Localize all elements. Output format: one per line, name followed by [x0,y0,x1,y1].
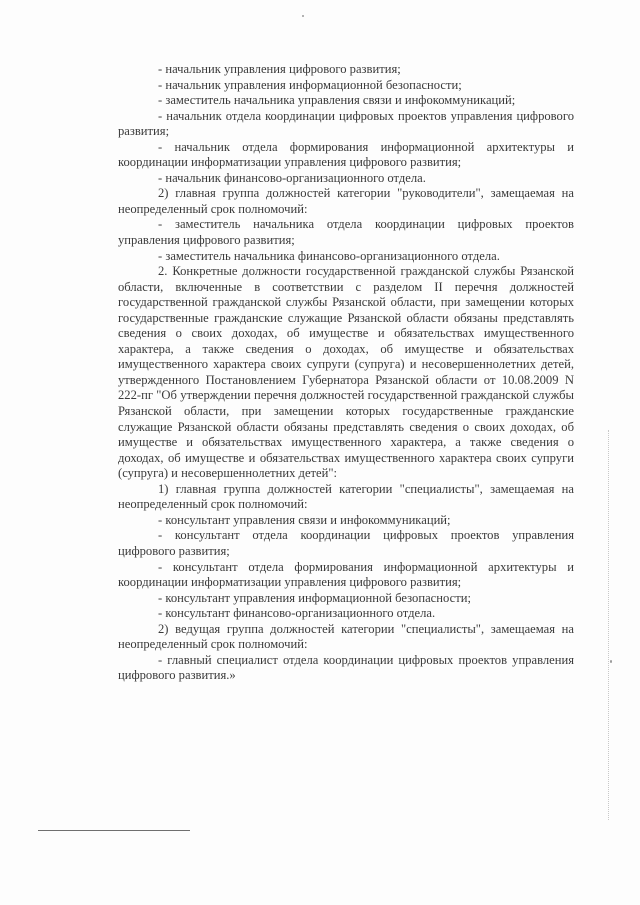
list-item: - заместитель начальника отдела координации цифровых проектов управления цифрового развития; [118,217,574,248]
list-item: - главный специалист отдела координации цифровых проектов управления цифрового развития.» [118,652,574,683]
group-heading: 1) главная группа должностей категории "специалисты", замещаемая на неопределенный срок полномочий: [118,481,574,512]
list-item: - заместитель начальника финансово-организационного отдела. [158,248,500,263]
footnote-divider [38,830,190,831]
list-item: - консультант финансово-организационного отдела. [158,606,436,621]
list-item: - начальник отдела формирования информационной архитектуры и координации информатизации управления цифрового развития; [118,139,574,170]
list-item: - консультант отдела формирования информационной архитектуры и координации информатизации управления цифрового развития; [118,559,574,590]
list-item: - консультант управления связи и инфокоммуникаций; [158,512,451,527]
group-heading: 2) главная группа должностей категории "руководители", замещаемая на неопределенный срок полномочий: [118,186,574,216]
list-item: - начальник финансово-организационного отдела. [158,170,426,185]
scan-speck [302,15,304,17]
list-item: - начальник отдела координации цифровых проектов управления цифрового развития; [118,108,574,139]
list-item: - начальник управления информационной безопасности; [158,77,462,92]
scan-speck [610,660,612,663]
list-item: - заместитель начальника управления связи и инфокоммуникаций; [158,93,516,108]
section-paragraph: 2. Конкретные должности государственной гражданской службы Рязанской области, включенные в соответствии с разделом II перечня должностей государственной гражданской службы Рязанской области, при замещении которых государственные гражданские служащие Рязанской области обязаны представлять сведения о своих доходах, об имуществе и обязательствах имущественного характера, а также сведения о доходах, об имуществе и обязательствах имущественного характера своих супруги (супруга) и несовершеннолетних детей, утвержденного Постановлением Губернатора Рязанской области от 10.08.2009 N 222-пг "Об утверждении перечня должностей государственной гражданской службы Рязанской области, при замещении которых государственные гражданские служащие Рязанской области обязаны представлять сведения о своих доходах, об имуществе и обязательствах имущественного характера, а также сведения о доходах, об имуществе и обязательствах имущественного характера своих супруги (супруга) и несовершеннолетних детей": [118,264,574,481]
list-item: - консультант управления информационной безопасности; [158,590,471,605]
document-body [118,62,574,684]
scan-edge-line [608,430,609,820]
group-heading: 2) ведущая группа должностей категории "специалисты", замещаемая на неопределенный срок полномочий: [118,621,574,652]
list-item: - консультант отдела координации цифровых проектов управления цифрового развития; [118,528,574,558]
list-item: - начальник управления цифрового развития; [158,62,401,76]
